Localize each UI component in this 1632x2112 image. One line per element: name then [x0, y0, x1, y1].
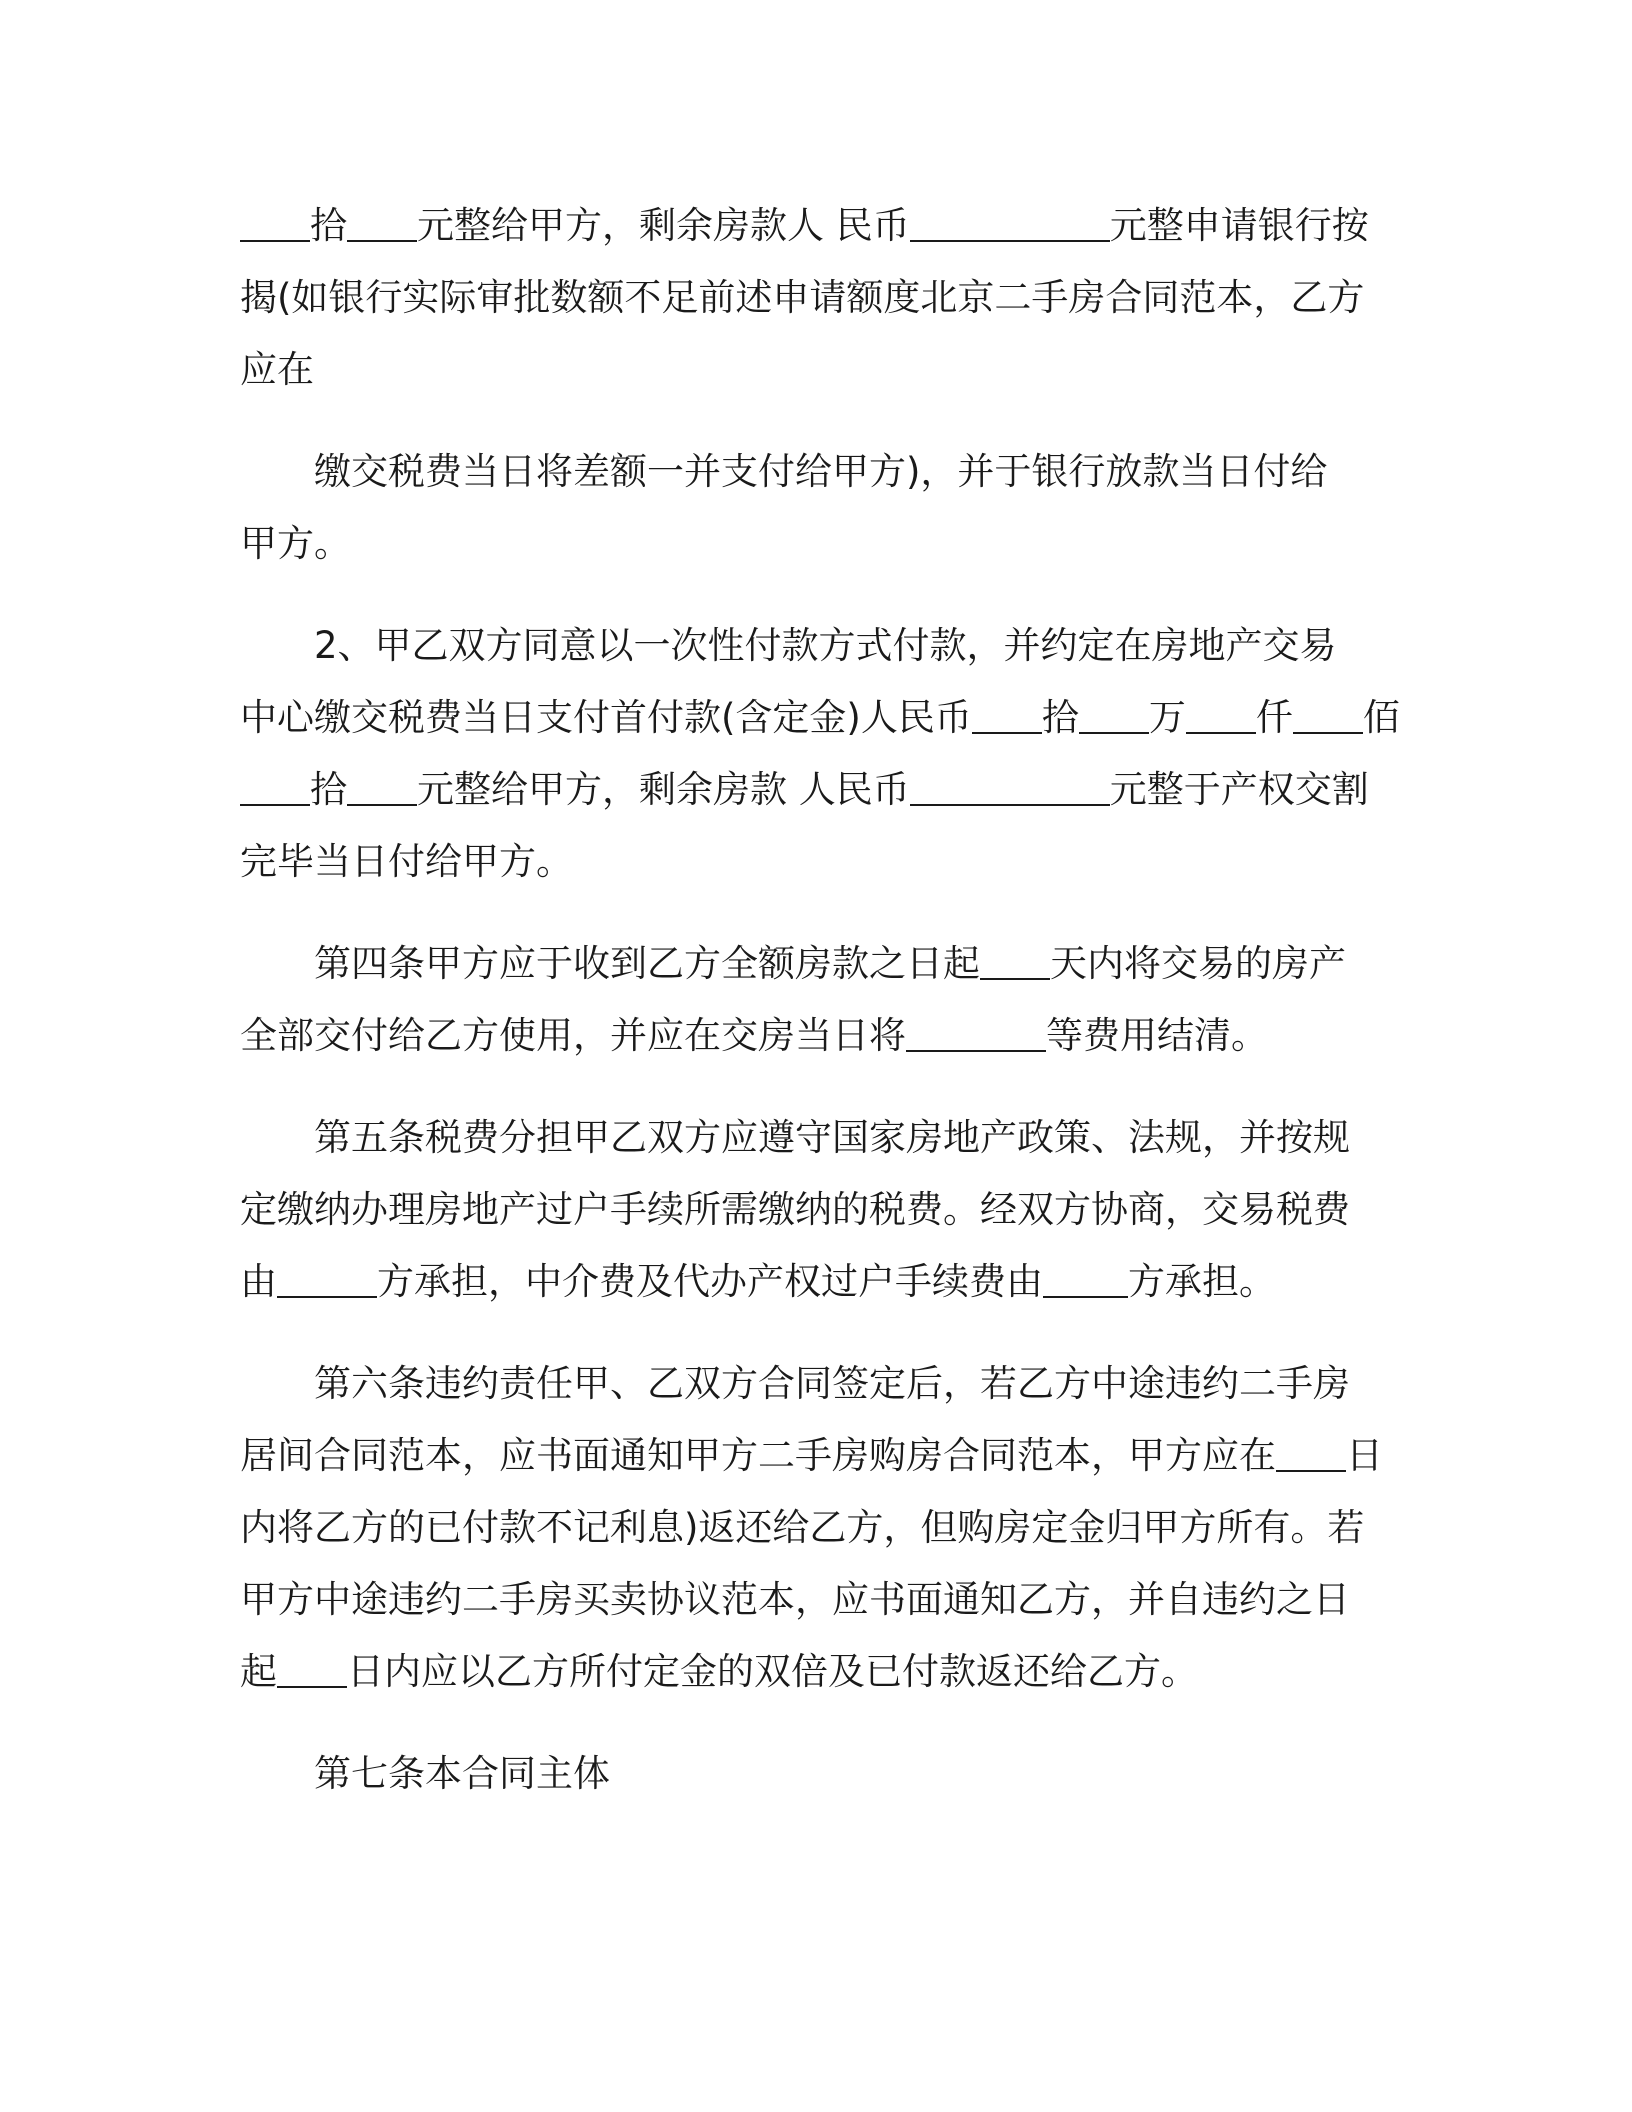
text-segment: 仟 — [1255, 696, 1293, 739]
fill-blank — [972, 695, 1042, 734]
text-line — [240, 1000, 1390, 1072]
fill-blank — [910, 203, 1110, 242]
fill-blank — [347, 767, 417, 806]
text-line: 2、甲乙双方同意以一次性付款方式付款，并约定在房地产交易 — [314, 624, 1337, 667]
text-segment: 由 — [240, 1260, 277, 1303]
text-line: 第六条违约责任甲、乙双方合同签定后，若乙方中途违约二手房 — [314, 1362, 1350, 1405]
text-line: 应在 — [240, 348, 314, 391]
fill-blank — [980, 941, 1050, 980]
fill-blank — [1276, 1433, 1346, 1472]
text-line: 定缴纳办理房地产过户手续所需缴纳的税费。经双方协商，交易税费 — [240, 1188, 1350, 1231]
fill-blank — [1186, 695, 1256, 734]
text-segment: 中心缴交税费当日支付首付款(含定金)人民币 — [240, 696, 972, 739]
paragraph-article-4 — [240, 928, 1390, 1072]
text-segment: 等费用结清。 — [1046, 1014, 1268, 1057]
text-segment: 拾 — [310, 204, 347, 247]
fill-blank — [277, 1649, 347, 1688]
fill-blank — [240, 767, 310, 806]
text-line: 揭(如银行实际审批数额不足前述申请额度北京二手房合同范本，乙方 — [240, 276, 1365, 319]
text-segment: 拾 — [310, 768, 347, 811]
fill-blank — [1079, 695, 1149, 734]
text-line: 缴交税费当日将差额一并支付给甲方)，并于银行放款当日付给 — [314, 450, 1328, 493]
text-line: 第七条本合同主体 — [314, 1752, 610, 1795]
text-line — [240, 1246, 1390, 1318]
fill-blank — [1043, 1259, 1128, 1298]
fill-blank — [906, 1013, 1046, 1052]
paragraph-payment-continuation — [240, 190, 1390, 406]
text-line — [240, 190, 1390, 262]
text-segment: 日内应以乙方所付定金的双倍及已付款返还给乙方。 — [347, 1650, 1198, 1693]
text-line — [240, 1420, 1390, 1492]
text-segment: 方承担。 — [1128, 1260, 1276, 1303]
text-line — [240, 754, 1390, 826]
paragraph-article-5 — [240, 1102, 1390, 1318]
text-segment: 元整给甲方，剩余房款 人民币 — [417, 768, 910, 811]
text-line: 甲方。 — [240, 522, 351, 565]
text-segment: 全部交付给乙方使用，并应在交房当日将 — [240, 1014, 906, 1057]
fill-blank — [910, 767, 1110, 806]
fill-blank — [1293, 695, 1363, 734]
text-segment: 元整申请银行按 — [1109, 204, 1369, 247]
text-line — [240, 928, 1390, 1000]
text-segment: 天内将交易的房产 — [1050, 942, 1346, 985]
text-segment: 第四条甲方应于收到乙方全额房款之日起 — [314, 942, 980, 985]
text-line: 完毕当日付给甲方。 — [240, 840, 573, 883]
text-segment: 拾 — [1041, 696, 1079, 739]
text-segment: 方承担，中介费及代办产权过户手续费由 — [377, 1260, 1043, 1303]
text-line: 内将乙方的已付款不记利息)返还给乙方，但购房定金归甲方所有。若 — [240, 1506, 1365, 1549]
text-segment: 万 — [1148, 696, 1186, 739]
paragraph-article-6 — [240, 1348, 1390, 1708]
text-segment: 居间合同范本，应书面通知甲方二手房购房合同范本，甲方应在 — [240, 1434, 1276, 1477]
text-line: 甲方中途违约二手房买卖协议范本，应书面通知乙方，并自违约之日 — [240, 1578, 1350, 1621]
paragraph-lump-sum-payment — [240, 610, 1400, 898]
document-page — [240, 190, 1400, 1840]
text-segment: 元整给甲方，剩余房款人 民币 — [417, 204, 910, 247]
paragraph-tax-difference — [240, 436, 1390, 580]
text-segment: 佰 — [1362, 696, 1400, 739]
text-line: 第五条税费分担甲乙双方应遵守国家房地产政策、法规，并按规 — [314, 1116, 1350, 1159]
text-segment: 起 — [240, 1650, 277, 1693]
fill-blank — [347, 203, 417, 242]
fill-blank — [240, 203, 310, 242]
paragraph-article-7 — [240, 1738, 1390, 1810]
fill-blank — [277, 1259, 377, 1298]
text-segment: 元整于产权交割 — [1109, 768, 1369, 811]
text-line — [240, 682, 1400, 754]
text-segment: 日 — [1346, 1434, 1383, 1477]
text-line — [240, 1636, 1390, 1708]
